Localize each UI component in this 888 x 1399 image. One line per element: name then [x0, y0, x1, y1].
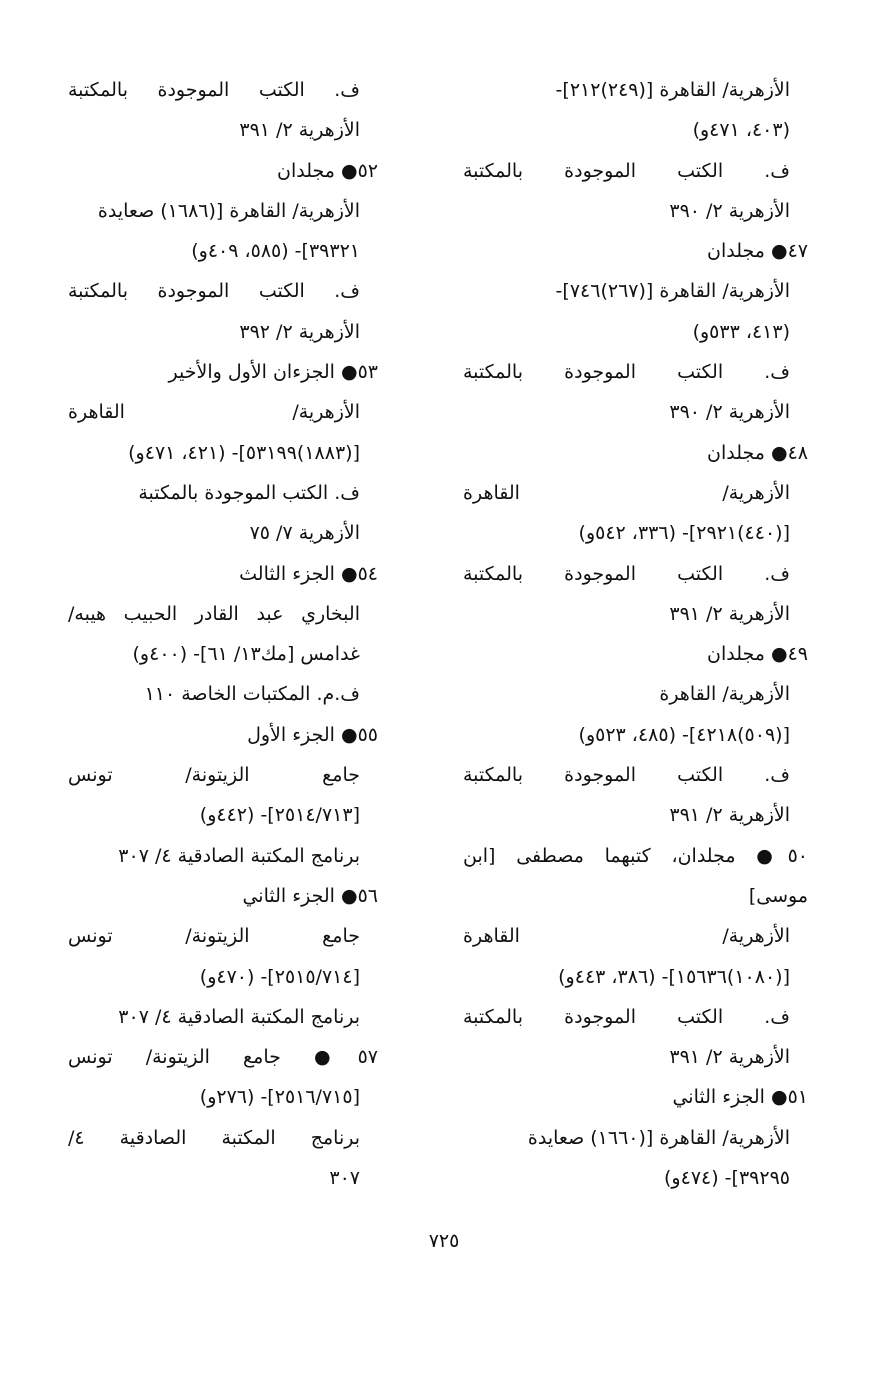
- entry-detail-line: ف. الكتب الموجودة بالمكتبة: [138, 481, 360, 504]
- entry-detail-line: ف. الكتب الموجودة بالمكتبة: [68, 79, 360, 101]
- entry-detail-line: ٣٩٣٢١]- (٥٨٥، ٤٠٩و): [191, 240, 360, 263]
- entry-detail-line: ف. الكتب الموجودة بالمكتبة: [463, 562, 790, 585]
- entry-heading: ٥٢● مجلدان: [277, 159, 378, 182]
- entry-detail-line: الأزهرية ٢/ ٣٩٠: [669, 401, 790, 424]
- entry-detail-line: ف. الكتب الموجودة بالمكتبة: [463, 764, 790, 787]
- entry-detail-line: الأزهرية/ القاهرة: [68, 401, 360, 424]
- entry-detail-line: الأزهرية/ القاهرة [(١٦٦٠) صعايدة: [527, 1126, 790, 1149]
- entry-detail-line: (٤٠٣، ٤٧١و): [692, 119, 790, 142]
- entry-detail-line: [٢٥١٤/٧١٣]- (٤٤٢و): [199, 804, 360, 827]
- entry-heading: ٥٥● الجزء الأول: [247, 723, 378, 746]
- entry-heading: ٤٨● مجلدان: [707, 441, 808, 464]
- entry-detail-line: برنامج المكتبة الصادقية ٤/ ٣٠٧: [118, 844, 360, 867]
- entry-detail-line: الأزهرية/ القاهرة: [659, 683, 790, 706]
- entry-detail-line: الأزهرية ٧/ ٧٥: [249, 522, 360, 545]
- entry-detail-line: ف. الكتب الموجودة بالمكتبة: [68, 280, 360, 303]
- entry-detail-line: جامع الزيتونة/ تونس: [68, 764, 360, 787]
- entry-detail-line: برنامج المكتبة الصادقية ٤/ ٣٠٧: [118, 1005, 360, 1028]
- entry-detail-line: الأزهرية/ القاهرة: [463, 481, 790, 504]
- entry-detail-line: الأزهرية/ القاهرة [(٢٤٩)٢١٢]-: [555, 79, 790, 101]
- entry-detail-line: الأزهرية ٢/ ٣٩١: [239, 119, 360, 142]
- entry-heading: موسى]: [748, 884, 808, 907]
- entry-detail-line: الأزهرية/ القاهرة [(١٦٨٦) صعايدة: [97, 199, 360, 222]
- entry-detail-line: (٤١٣، ٥٣٣و): [692, 320, 790, 343]
- entry-detail-line: الأزهرية ٢/ ٣٩١: [669, 602, 790, 625]
- entry-detail-line: ٣٩٢٩٥]- (٤٧٤و): [664, 1167, 790, 1190]
- entry-detail-line: [٢٥١٥/٧١٤]- (٤٧٠و): [199, 965, 360, 988]
- entry-heading: ٥٠● مجلدان، كتبهما مصطفى [ابن: [463, 844, 808, 867]
- entry-detail-line: ف. الكتب الموجودة بالمكتبة: [463, 361, 790, 384]
- entry-heading: ٥٦● الجزء الثاني: [242, 884, 378, 907]
- entry-detail-line: ف. الكتب الموجودة بالمكتبة: [463, 159, 790, 182]
- entry-heading: ٥٤● الجزء الثالث: [239, 562, 378, 585]
- entry-detail-line: [(٤٤٠)٢٩٢١]- (٣٣٦، ٥٤٢و): [578, 522, 790, 545]
- entry-heading: ٥٣● الجزءان الأول والأخير: [168, 361, 378, 384]
- entry-detail-line: الأزهرية ٢/ ٣٩٢: [239, 320, 360, 343]
- entry-heading: ٥٧● جامع الزيتونة/ تونس: [68, 1046, 378, 1069]
- entry-detail-line: الأزهرية/ القاهرة: [463, 925, 790, 948]
- page-number: ٧٢٥: [428, 1230, 460, 1252]
- left-column: [68, 70, 378, 1198]
- entry-detail-line: ٣٠٧: [329, 1167, 360, 1190]
- entry-heading: ٥١● الجزء الثاني: [672, 1086, 808, 1109]
- entry-detail-line: جامع الزيتونة/ تونس: [68, 925, 360, 948]
- entry-detail-line: [(١٨٨٣)٥٣١٩٩]- (٤٢١، ٤٧١و): [128, 441, 360, 464]
- entry-detail-line: البخاري عبد القادر الحبيب هيبه/: [68, 602, 360, 625]
- entry-detail-line: ف.م. المكتبات الخاصة ١١٠: [144, 683, 360, 706]
- entry-detail-line: ف. الكتب الموجودة بالمكتبة: [463, 1005, 790, 1028]
- entry-heading: ٤٧● مجلدان: [707, 240, 808, 263]
- entry-detail-line: غدامس [مك١٣/ ٦١]- (٤٠٠و): [132, 643, 360, 666]
- entry-detail-line: الأزهرية ٢/ ٣٩١: [669, 804, 790, 827]
- right-column: [463, 70, 808, 1198]
- entry-detail-line: [(٥٠٩)٤٢١٨]- (٤٨٥، ٥٢٣و): [578, 723, 790, 746]
- entry-detail-line: برنامج المكتبة الصادقية ٤/: [68, 1126, 360, 1149]
- entry-detail-line: [٢٥١٦/٧١٥]- (٢٧٦و): [199, 1086, 360, 1109]
- entry-heading: ٤٩● مجلدان: [707, 643, 808, 666]
- entry-detail-line: الأزهرية ٢/ ٣٩٠: [669, 199, 790, 222]
- entry-detail-line: [(١٠٨٠)١٥٦٣٦]- (٣٨٦، ٤٤٣و): [558, 965, 790, 988]
- entry-detail-line: الأزهرية/ القاهرة [(٢٦٧)٧٤٦]-: [555, 280, 790, 303]
- entry-detail-line: الأزهرية ٢/ ٣٩١: [669, 1046, 790, 1069]
